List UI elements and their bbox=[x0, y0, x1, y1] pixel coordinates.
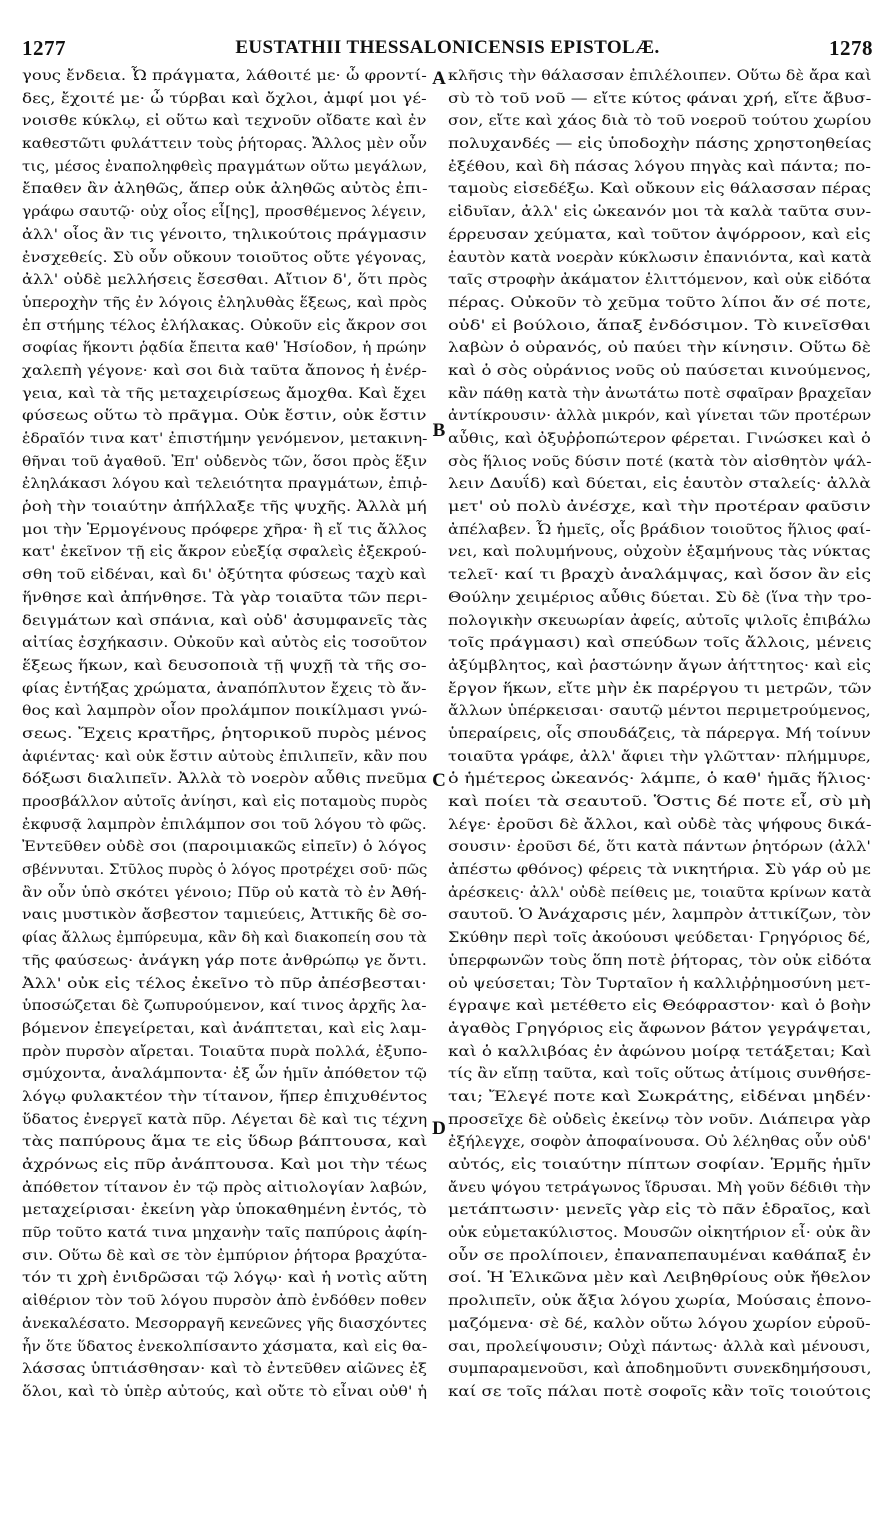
text-line: τις, μέσος ἐναποληφθεὶς πραγμάτων οὕτω μεγάλων, bbox=[22, 158, 428, 175]
text-line: καὶ ὁ σὸς οὐράνιος νοῦς οὐ παύσεται κινούμενος, bbox=[448, 362, 872, 379]
text-line: ἔργον ἥκων, εἴτε μὴν ἐκ παρέργου τι μετρῶν, τῶν bbox=[448, 680, 872, 697]
text-line: τοῖς πράγμασι) καὶ σπεύδων τοῖς ἄλλοις, μένεις bbox=[448, 635, 872, 652]
text-line: σὺ τὸ τοῦ νοῦ — εἴτε κύτος φάναι χρή, εἴτε ἄβυσ- bbox=[448, 90, 872, 107]
text-line: ἀχρόνως εἰς πῦρ ἀνάπτουσα. Καὶ μοι τὴν τέως bbox=[22, 1157, 428, 1173]
text-line: θος καὶ λαμπρὸν οἷον προλάμπον ποικίλμασι γνώ- bbox=[22, 703, 428, 720]
text-line: προλιπεῖν, οὐκ ἄξια λόγου χωρία, Μούσαις ἐπονο- bbox=[448, 1293, 872, 1310]
text-line: λειν Δαυΐδ) καὶ δύεται, εἰς ἑαυτὸν σταλείς· ἀλλὰ bbox=[448, 476, 871, 493]
text-line: ἀλλ' οὐδὲ μελλήσεις ἔσεσθαι. Αἴτιον δ', ὅτι πρὸς bbox=[22, 272, 428, 289]
text-line: ἀντίκρουσιν· ἀλλὰ μικρόν, καὶ γίνεται τῶν προτέρων bbox=[448, 408, 872, 425]
section-marker-a: A bbox=[432, 68, 446, 89]
text-line: ἔπαθεν ἂν ἀληθῶς, ἅπερ οὐκ ἀληθῶς αὐτὸς ἐπι- bbox=[22, 181, 428, 198]
page-header bbox=[22, 36, 873, 62]
text-line: μαζόμενα· σὲ δέ, καλὸν οὕτω λόγου χωρίον εὑροῦ- bbox=[448, 1315, 871, 1332]
text-line: λέγε· ἐροῦσι δὲ ἄλλοι, καὶ οὐδὲ τὰς ψήφους δικά- bbox=[448, 816, 872, 833]
text-line: ἀρέσκεις· ἀλλ' οὐδὲ πείθεις με, τοιαῦτα κρίνων κατὰ bbox=[448, 884, 872, 901]
text-line: μετάπτωσιν· μενεῖς γὰρ εἰς τὸ πᾶν ἑδραῖος, καὶ bbox=[448, 1202, 872, 1219]
text-line: δειγμάτων καὶ σπάνια, καὶ οὐδ' ἀσυμφανεῖς τὰς bbox=[22, 612, 428, 629]
text-line: ἂν οὖν ὑπὸ σκότει γένοιο; Πῦρ οὐ κατὰ τὸ ἐν Ἀθή- bbox=[22, 884, 427, 901]
text-line: αὐτός, εἰς τοιαύτην πίπτων σοφίαν. Ἑρμῆς ἡμῖν bbox=[448, 1157, 872, 1173]
text-line: μοι τὴν Ἑρμογένους πρόφερε χῆρα· ἢ εἴ τις ἄλλος bbox=[22, 521, 427, 538]
text-line: ὁ ἡμέτερος ὠκεανός· λάμπε, ὁ καθ' ἡμᾶς ἥλιος· bbox=[448, 771, 872, 788]
text-line: φύσεως οὕτω τὸ πρᾶγμα. Οὐκ ἔστιν, οὐκ ἔστιν bbox=[22, 408, 427, 425]
text-line: ἀγαθὸς Γρηγόριος εἰς ἄφωνον βάτον γεγράψεται, bbox=[448, 1020, 872, 1037]
text-line: σιν. Οὕτω δὲ καὶ σε τὸν ἐμπύριον ῥήτορα βραχύτα- bbox=[22, 1247, 428, 1264]
text-line: ἑαυτὸν κατὰ νοερὰν κύκλωσιν ἐπανιόντα, καὶ κατὰ bbox=[448, 249, 872, 266]
text-line: λόγῳ φυλακτέον τὴν τίτανον, ἥπερ ἐπιχυθέντος bbox=[22, 1088, 428, 1105]
text-line: ἐπ στήμης τέλος ἐλήλακας. Οὐκοῦν εἰς ἄκρον σοι bbox=[22, 317, 428, 334]
text-line: ἀλλ' οἷος ἂν τις γένοιτο, τηλικούτοις πράγμασιν bbox=[22, 226, 427, 243]
text-line: νει, καὶ πολυμήνους, οὐχοὺν ἑξαμήνους τὰς νύκτας bbox=[448, 544, 871, 561]
text-line: οὐδ' εἰ βούλοιο, ἅπαξ ἐνδόσιμον. Τὸ κινεῖσθαι bbox=[448, 317, 871, 334]
text-line: πρὸν πυρσὸν αἴρεται. Τοιαῦτα πυρὰ πολλά, ἐξυπο- bbox=[22, 1043, 428, 1060]
text-line: Θούλην χειμέριος αὖθις δύεται. Σὺ δὲ (ἵνα τὴν τρο- bbox=[448, 589, 872, 606]
text-line: καί σε τοῖς πάλαι ποτὲ σοφοῖς κἂν τοῖς τοιούτοις bbox=[448, 1383, 871, 1400]
text-line: νοισθε κύκλῳ, εἰ οὕτω καὶ τεχνοῦν οἴδατε καὶ ἐν bbox=[22, 113, 427, 130]
text-line: πέρας. Οὐκοῦν τὸ χεῦμα τοῦτο λίποι ἄν σέ ποτε, bbox=[448, 294, 872, 311]
text-line: ὑπεροχὴν τῆς ἐν λόγοις ἐληλυθὰς ἕξεως, καὶ πρὸς bbox=[22, 294, 428, 311]
text-line: βόμενον ἐπεγείρεται, καὶ ἀνάπτεται, καὶ εἰς λαμ- bbox=[22, 1020, 427, 1037]
section-marker-c: C bbox=[432, 770, 446, 791]
text-line: τελεῖ· καί τι βραχὺ ἀναλάμψας, καὶ ὅσον ἂν εἰς bbox=[448, 567, 872, 584]
text-line: ἐνσχεθείς. Σὺ οὖν οὔκουν τοιοῦτος οὔτε γέγονας, bbox=[22, 249, 427, 266]
section-marker-b: B bbox=[432, 420, 446, 441]
running-title: EUSTATHII THESSALONICENSIS EPISTOLÆ. bbox=[235, 37, 660, 58]
text-line: σοφίας ἥκοντι ῥᾳδία ἔπειτα καθ' Ἡσίοδον, ἡ πρώην bbox=[22, 340, 427, 357]
text-line: εἰδυῖαν, ἀλλ' εἰς ὠκεανόν μοι τὰ καλὰ ταῦτα συν- bbox=[448, 204, 872, 221]
text-line: σοί. Ἡ Ἑλικῶνα μὲν καὶ Λειβηθρίους οὐκ ἤθελον bbox=[448, 1270, 871, 1287]
text-line: σαυτοῦ. Ὁ Ἀνάχαρσις μέν, λαμπρὸν ἀττικίζων, τὸν bbox=[448, 907, 871, 924]
text-line: ὕδατος ἐνεργεῖ κατὰ πῦρ. Λέγεται δὲ καὶ τις τέχνη bbox=[22, 1111, 428, 1128]
text-line: αὖθις, καὶ ὀξυῤῥοπώτερον φέρεται. Γινώσκει καὶ ὁ bbox=[448, 431, 871, 447]
text-line: έρρευσαν χεύματα, καὶ τοῦτον ἀψόρροον, καὶ εἰς bbox=[448, 226, 871, 243]
text-line: κλῆσις τὴν θάλασσαν ἐπιλέλοιπεν. Οὕτω δὲ ἄρα καὶ bbox=[448, 68, 872, 84]
text-line: ἀνεκαλέσατο. Μεσορραγῆ κενεῶνες γῆς διασχόντες bbox=[22, 1315, 427, 1332]
text-line: σθη τοῦ εἰδέναι, καὶ δι' ὀξύτητα φύσεως ταχὺ καὶ bbox=[22, 567, 427, 584]
section-marker-d: D bbox=[432, 1118, 446, 1139]
text-line: ταῖς στροφὴν ἀκάματον ἑλιττόμενον, καὶ οὐκ εἰδότα bbox=[448, 272, 872, 289]
text-line: γράφω σαυτῷ· οὐχ οἷος εἶ[ης], προσθέμενος λέγειν, bbox=[22, 204, 427, 221]
text-line: ἀπόθετον τίτανον ἐν τῷ πρὸς αἰτιολογίαν λαβών, bbox=[22, 1179, 428, 1196]
text-line: θῆναι τοῦ ἀγαθοῦ. Ἐπ' οὐδενὸς τῶν, ὅσοι πρὸς ἕξιν bbox=[22, 453, 427, 470]
text-line: καὶ ποίει τὰ σεαυτοῦ. Ὅστις δέ ποτε εἶ, σὺ μὴ bbox=[448, 794, 871, 810]
text-line: τοιαῦτα γράφε, ἀλλ' ἄφιει τὴν γλῶτταν· πλήμμυρε, bbox=[448, 748, 871, 765]
text-line: ἄνευ ψόγου τετράγωνος ἵδρυσαι. Μὴ γοῦν δέδιθι τὴν bbox=[448, 1179, 871, 1196]
text-line: σον, εἴτε καὶ χάος διὰ τὸ τοῦ νοεροῦ τούτου χωρίου bbox=[448, 113, 872, 130]
text-line: ἐξέθου, καὶ δὴ πάσας λόγου πηγὰς καὶ πάντα; πο- bbox=[448, 158, 871, 175]
text-line: αἰθέριον τὸν τοῦ λόγου πυρσὸν ἀπὸ ἐνδόθεν ποθεν bbox=[22, 1293, 427, 1310]
text-line: κἂν πάθῃ κατὰ τὴν ἀνωτάτω ποτὲ σφαῖραν βραχεῖαν bbox=[448, 385, 872, 402]
text-line: προσεῖχε δὲ οὐδεὶς ἐκείνῳ τὸν νοῦν. Διάπειρα γὰρ bbox=[448, 1111, 871, 1128]
text-line: ἀπέστω φθόνος) φέρεις τὰ νικητήρια. Σὺ γάρ οὐ με bbox=[448, 862, 871, 879]
text-line: ῥοὴ τὴν τοιαύτην ἀπήλλαξε τῆς ψυχῆς. Ἀλλὰ μή bbox=[22, 499, 427, 516]
text-line: οὐκ εὐμετακύλιστος. Μουσῶν οἰκητήριον εἶ· οὐκ ἂν bbox=[448, 1225, 871, 1242]
text-line: ἐξήλεγχε, σοφὸν ἀποφαίνουσα. Οὐ λέληθας οὖν οὐδ' bbox=[448, 1134, 872, 1151]
page-number-left: 1277 bbox=[22, 36, 66, 60]
text-line: οὖν σε προλίποιεν, ἐπαναπεπαυμέναι καθάπαξ ἐν bbox=[448, 1247, 872, 1264]
left-column bbox=[22, 65, 427, 1404]
text-line: τίς ἂν εἴπῃ ταῦτα, καὶ τοῖς οὕτως ἀτίμοις συνθήσε- bbox=[448, 1066, 871, 1083]
text-line: ἀξύμβλητος, καὶ ῥαστώνην ἄγων ἀήττητος· καὶ εἰς bbox=[448, 657, 872, 674]
text-line: σεως. Ἔχεις κρατῆρς, ῥητορικοῦ πυρὸς μένος bbox=[22, 725, 427, 742]
text-line: γους ἔνδεια. Ὦ πράγματα, λάθοιτέ με· ὦ φροντί- bbox=[22, 68, 427, 84]
text-line: γεια, καὶ τὰ τῆς μεταχειρίσεως ἄμοχθα. Καὶ ἔχει bbox=[22, 385, 427, 402]
text-line: ἐληλάκασι λόγου καὶ τελειότητα πραγμάτων, ἐπιῤ- bbox=[22, 476, 428, 493]
text-line: προσβάλλον αὐτοῖς ἀνίησι, καὶ εἰς ποταμοὺς πυρὸς bbox=[22, 794, 428, 810]
text-line: σουσιν· ἐροῦσι δέ, ὅτι κατὰ πάντων ῥητόρων (ἀλλ' bbox=[448, 839, 871, 856]
text-line: κατ' ἐκεῖνον τῇ εἰς ἄκρον εὐεξίᾳ σφαλεὶς ἐξεκρού- bbox=[22, 544, 427, 561]
text-line: ὑποσώζεται δὲ ζωπυρούμενον, καί τινος ἀρχῆς λα- bbox=[22, 998, 427, 1015]
text-line: Ἐντεῦθεν οὐδὲ σοι (παροιμιακῶς εἰπεῖν) ὁ λόγος bbox=[22, 839, 427, 856]
text-line: χαλεπὴ γέγονε· καὶ σοι διὰ ταῦτα ἄπονος ἡ ἐνέρ- bbox=[22, 362, 427, 379]
text-line: ἑδραῖόν τινα κατ' ἐπιστήμην γενόμενον, μετακινη- bbox=[22, 431, 428, 447]
text-line: ἥνθησε καὶ ἀπήνθησε. Τὰ γὰρ τοιαῦτα τῶν περι- bbox=[22, 589, 428, 606]
text-line: φίας ἄλλως ἐμπύρευμα, κἂν δὴ καὶ διακοπείη σου τὰ bbox=[22, 930, 427, 947]
text-line: ὅλοι, καὶ τὸ ὑπὲρ αὐτούς, καὶ οὔτε τὸ εἶναι οὐθ' ἡ bbox=[22, 1383, 428, 1400]
text-line: ἀφιέντας· καὶ οὐκ ἔστιν αὐτοὺς ἐπιλιπεῖν, κἂν που bbox=[22, 748, 428, 765]
text-line: ται; Ἔλεγέ ποτε καὶ Σωκράτης, εἰδέναι μηδέν· bbox=[448, 1088, 872, 1105]
text-line: ἐκφυσᾷ λαμπρὸν ἐπιλάμπον σοι τοῦ λόγου τὸ φῶς. bbox=[22, 816, 427, 833]
text-line: Σκύθην περὶ τοῖς ἀκούουσι ψεύδεται· Γρηγόριος δέ, bbox=[448, 930, 871, 947]
text-line: αἰτίας ἐσχήκασιν. Οὐκοῦν καὶ αὐτὸς εἰς τοσοῦτον bbox=[22, 635, 428, 652]
text-line: μεταχείρισαι· ἐκείνη γὰρ ὑποκαθημένη ἐντός, τὸ bbox=[22, 1202, 427, 1219]
text-line: συμπαραμενοῦσι, καὶ ἀποδημοῦντι συνεκδημήσουσι, bbox=[448, 1361, 872, 1378]
text-line: φίας ἐντήξας χρώματα, ἀναπόπλυτον ἔχεις τὸ ἄν- bbox=[22, 680, 427, 697]
text-line: ἦν ὅτε ὕδατος ἐνεκολπίσαντο χάσματα, καὶ εἰς θα- bbox=[22, 1338, 428, 1355]
text-line: ταμοὺς εἰσεδέξω. Καὶ οὔκουν εἰς θάλασσαν πέρας bbox=[448, 181, 871, 198]
text-line: ὑπεραίρεις, οἷς σπουδάζεις, τὰ πάρεργα. Μή τοίνυν bbox=[448, 725, 871, 742]
text-line: ἕξεως ἥκων, καὶ δευσοποιὰ τῇ ψυχῇ τὰ τῆς σο- bbox=[22, 657, 427, 674]
text-line: τῆς φαύσεως· ἀνάγκη γάρ ποτε ἀνθρώπῳ γε ὄντι. bbox=[22, 952, 427, 969]
text-line: πολογικὴν σκευωρίαν ἀφείς, αὐτοῖς ψιλοῖς ἐπιβάλω bbox=[448, 612, 871, 629]
text-line: καὶ ὁ καλλιβόας ἐν ἀφώνου μοίρᾳ τετάξεται; Καὶ bbox=[448, 1043, 872, 1060]
text-line: τόν τι χρὴ ἐνιδρῶσαι τῷ λόγῳ· καὶ ἡ νοτὶς αὕτη bbox=[22, 1270, 428, 1287]
text-line: ὑπερφωνῶν τοὺς ὅπη ποτὲ ῥήτορας, τὸν οὐκ εἰδότα bbox=[448, 952, 872, 969]
right-column bbox=[448, 65, 871, 1404]
text-line: ἄλλων ὑπέρκεισαι· σαυτῷ μέντοι περιμετρούμενος, bbox=[448, 703, 871, 720]
text-line: σβέννυται. Στῦλος πυρὸς ὁ λόγος προτρέχει σοῦ· πῶς bbox=[22, 862, 428, 879]
text-line: ἀπέλαβεν. Ὦ ἡμεῖς, οἷς βράδιον τοιοῦτος ἥλιος φαί- bbox=[448, 521, 871, 538]
text-line: τὰς παπύρους ἅμα τε εἰς ὕδωρ βάπτουσα, καὶ bbox=[22, 1134, 428, 1151]
text-line: λάσσας ὑπτιάσθησαν· καὶ τὸ ἐντεῦθεν αἰῶνες ἐξ bbox=[22, 1361, 427, 1378]
text-line: καθεστῶτι φυλάττειν τοὺς ῥήτορας. Ἄλλος μὲν οὖν bbox=[22, 136, 428, 153]
text-line: σμύχοντα, ἀναλάμποντα· ἐξ ὧν ἡμῖν ἀπόθετον τῷ bbox=[22, 1066, 427, 1083]
text-line: Ἀλλ' οὐκ εἰς τέλος ἐκεῖνο τὸ πῦρ ἀπέσβεσται· bbox=[22, 975, 427, 992]
page-number-right: 1278 bbox=[829, 36, 873, 60]
text-line: μετ' οὐ πολὺ ἀνέσχε, καὶ τὴν προτέραν φαῦσιν bbox=[448, 499, 871, 516]
text-line: οὐ ψεύσεται; Τὸν Τυρταῖον ἡ καλλιῤῥημοσύνη μετ- bbox=[448, 975, 871, 992]
text-line: έγραψε καὶ μετέθετο εἰς Θεόφραστον· καὶ ὁ βοὴν bbox=[448, 998, 872, 1015]
text-line: δες, ἔχοιτέ με· ὦ τύρβαι καὶ ὄχλοι, ἀμφί μοι γέ- bbox=[22, 90, 427, 107]
text-line: λαβὼν ὁ οὐρανός, οὐ παύει τὴν κίνησιν. Οὕτω δὲ bbox=[448, 340, 871, 357]
text-line: πολυχανδές — εἰς ὑποδοχὴν πάσης χρηστοηθείας bbox=[448, 136, 872, 153]
text-line: ναις μυστικὸν ἄσβεστον ταμιεύεις, Ἀττικῆς δὲ σο- bbox=[22, 907, 427, 924]
text-line: σαι, προλείψουσιν; Οὐχὶ πάντως· ἀλλὰ καὶ μένουσι, bbox=[448, 1338, 871, 1355]
text-line: δόξωσι διαλιπεῖν. Ἀλλὰ τὸ νοερὸν αὖθις πνεῦμα bbox=[22, 771, 427, 788]
text-line: πῦρ τοῦτο κατά τινα μηχανὴν ταῖς παπύροις ἀφίη- bbox=[22, 1225, 428, 1242]
text-line: σὸς ἥλιος νοῦς δύσιν ποτέ (κατὰ τὸν αἰσθητὸν ψάλ- bbox=[448, 453, 872, 470]
